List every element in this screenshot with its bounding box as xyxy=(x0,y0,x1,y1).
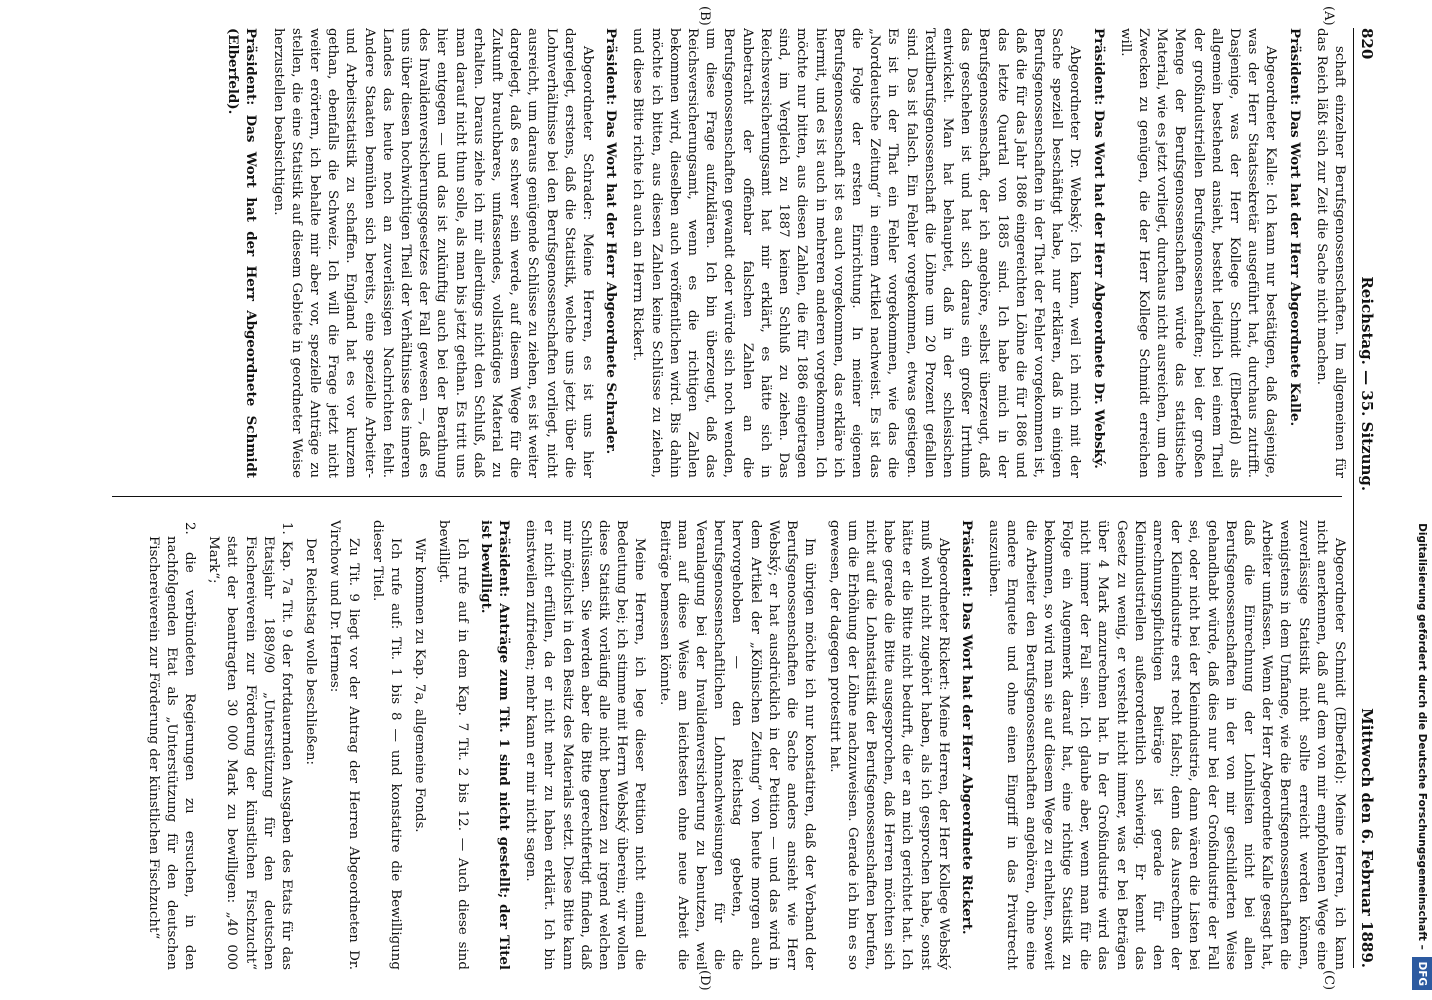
paragraph: Ich rufe auf: Tit. 1 bis 8 — und konstatire die Bewilligung dieser Titel. xyxy=(369,520,404,970)
running-header xyxy=(1352,28,1376,968)
paragraph: Der Reichstag wolle beschließen: xyxy=(303,538,319,766)
speaker-line: Präsident: Das Wort hat der Herr Abgeordnete Dr. Webský. xyxy=(1090,28,1107,469)
speaker-line: Präsident: Das Wort hat der Herr Abgeordnete Kalle. xyxy=(1286,28,1303,427)
paragraph: Zu Tit. 9 liegt vor der Antrag der Herren Abgeordneten Dr. Virchow und Dr. Hermes: xyxy=(327,520,361,970)
paragraph: Abgeordneter Schrader: Meine Herren, es ist uns hier dargelegt, erstens, daß die Statistik, welche uns jetzt über die Lohnverhältnisse bei den Berufsgenossenschaften vorliegt, nicht ausreicht, um daraus genügende Schlüsse zu ziehen, es ist weiter dargelegt, daß es schwer sein werde, auf diesem Wege für die Zukunft brauchbares, umfassendes, vollständiges Material zu erhalten. Daraus ziehe ich mir allerdings nicht den Schluß, daß man darauf nicht thun solle, als man bis jetzt gethan. Es tritt uns hier entgegen — und das ist zukünftig auch bei der Berathung des Invalidenversicherungsgesetzes der Fall gewesen —, daß es uns über diesen hochwichtigen Theil der Verhältnisse des inneren Landes das heute noch an zuverlässigen Nachrichten fehlt. Andere Staaten bemühen sich bereits, eine spezielle Arbeiter- und Arbeitsstatistik zu schaffen. England hat es vor kurzem gethan, ebenfalls die Schweiz. Ich will die Frage jetzt nicht weiter erörtern, ich behalte mir aber vor, spezielle Anträge zu stellen, die eine Statistik auf diesem Gebiete in geordneter Weise herzustellen beabsichtigen. xyxy=(270,28,596,478)
paragraph: 1. Kap. 7a Tit. 9 der fortdauernden Ausgaben des Etats für das Etatsjahr 1889/90 „Unterstützung für den deutschen Fischereiverein zur Förderung der künstlichen Fischzucht“ statt der beantragten 30 000 Mark zu bewilligen: „40 000 Mark“; xyxy=(206,522,295,970)
page-number: 820 xyxy=(1358,28,1376,60)
margin-letter-a: (A) xyxy=(1321,6,1336,26)
header-rule xyxy=(1353,28,1354,968)
paragraph: Wir kommen zu Kap. 7a, allgemeine Fonds. xyxy=(412,538,428,833)
paragraph: Im übrigen möchte ich nur konstatiren, daß der Verband der Berufsgenossenschaften die Sache anders ansieht wie Herr Webský; er hat ausdrücklich in der Petition — und das wird in dem Artikel der „Kölnischen Zeitung“ von heute morgen auch hervorgehoben — den Reichstag gebeten, die berufsgenossenschaftlichen Lohnnachweisungen für die Veranlagung bei der Invalidenversicherung zu benutzen, weil man auf diese Weise am leichtesten ohne neue Arbeit die Beiträge bemessen könnte. xyxy=(656,520,818,970)
speaker-line: Präsident: Das Wort hat der Herr Abgeordnete Schmidt (Elberfeld). xyxy=(225,28,260,478)
paragraph: Meine Herren, ich lege dieser Petition nicht einmal die Bedeutung bei; ich stimme mit Herrn Webský überein; wir wollen diese Statistik vorläufig alle nicht benutzen zu irgend welchen Schlüssen. Sie werden aber die Bitte gerechtfertigt finden, daß mir möglichst in den Besitz des Materials setzt. Diese Bitte kann er nicht erfüllen, da er nicht mehr zu haben erklärt. Ich bin einstweilen zufrieden; mehr kann er mir nicht sagen. xyxy=(523,520,648,970)
margin-letter-b: (B) xyxy=(697,6,712,26)
header-title: Reichstag. — 35. Sitzung. xyxy=(1358,276,1376,492)
paragraph: Abgeordneter Schmidt (Elberfeld): Meine Herren, ich kann nicht anerkennen, daß auf dem von mir empfohlenen Wege eine zuverlässige Statistik nicht sollte erreicht werden können, wenigstens in dem Umfange, wie die Berufsgenossenschaften die Arbeiter umfassen. Wenn der Herr Abgeordnete Kalle gesagt hat, daß die Einrechnung der Lohnlisten nicht bei allen Berufsgenossenschaften in der von mir geschilderten Weise gehandhabt würde, daß dies nur bei der Großindustrie der Fall sei, oder nicht bei der Kleinindustrie, dann wären die Listen bei der Kleinindustrie erst recht falsch; denn das Ausrechnen der anrechnungspflichtigen Beiträge ist gerade für den Kleinindustriellen außerordentlich schwierig. Er kennt das Gesetz zu wenig, er versteht nicht immer, was er bei Beträgen über 4 Mark anzurechnen hat. In der Großindustrie wird das nicht immer der Fall sein. Ich glaube aber, wenn man für die Folge ein Augenmerk darauf hat, eine richtige Statistik zu bekommen, so wird man sie auf diesem Wege zu erhalten, soweit die Arbeiter den Berufsgenossenschaften angehören, ohne eine andere Enquete und ohne einen Eingriff in das Privatrecht auszuüben. xyxy=(986,520,1347,970)
column-rule xyxy=(112,496,1342,497)
right-text-column xyxy=(108,520,1348,970)
speaker-line: Präsident: Anträge zum Tit. 1 sind nicht gestellt; der Titel ist bewilligt. xyxy=(477,520,513,970)
dfg-logo: DFG xyxy=(1412,957,1432,990)
digitization-footer xyxy=(1412,12,1432,990)
margin-letter-c: (C) xyxy=(1321,970,1336,991)
paragraph: Abgeordneter Dr. Webský: Ich kann, weil ich mich mit der Sache speziell beschäftigt habe, nur erklären, daß in einigen Berufsgenossenschaften in der That der Fehler vorgekommen ist, daß die für das Jahr 1886 eingereichten Löhne die für 1886 und das letzte Quartal von 1885 sind. Ich habe mich in der Berufsgenossenschaft, der ich angehöre, selbst überzeugt, daß das geschehen ist und hat sich daraus ein großer Irrthum entwickelt. Man hat behauptet, daß in der schlesischen Textilberufsgenossenschaft die Löhne um 20 Prozent gefallen sind. Das ist falsch. Ein Fehler vorgekommen, etwas gestiegen. Es ist in der That ein Fehler vorgekommen, wie das die „Norddeutsche Zeitung“ in einem Artikel nachweist. Es ist das die Folge der ersten Einrichtung. In meiner eigenen Berufsgenossenschaft ist es auch vorgekommen, das erkläre ich hiermit, und es ist auch in mehreren anderen vorgekommen. Ich möchte nur bitten, aus diesen Zahlen, die für 1886 eingetragen sind, im Vergleich zu 1887 keinen Schluß zu ziehen. Das Reichsversicherungsamt hat mir erklärt, es hätte sich in Anbetracht der offenbar falschen Zahlen an die Berufsgenossenschaften gewandt oder würde sich noch wenden, um diese Frage aufzuklären. Ich bin überzeugt, daß das Reichsversicherungsamt, wenn es die richtigen Zahlen bekommen wird, dieselben auch veröffentlichen wird. Bis dahin möchte ich bitten, aus diesen Zahlen keine Schlüsse zu ziehen, und diese Bitte richte ich auch an Herrn Rickert. xyxy=(630,28,1083,478)
paragraph: Abgeordneter Kalle: Ich kann nur bestätigen, daß dasjenige, was der Herr Staatssekretär ausgeführt hat, durchaus zutrifft. Dasjenige, was der Herr Kollege Schmidt (Elberfeld) als allgemein bestehend ansieht, besteht lediglich bei einem Theil der großindustriellen Berufsgenossenschaften; bei der großen Menge der Berufsgenossenschaften würde das statistische Material, wie es jetzt vorliegt, durchaus nicht ausreichen, um den Zwecken zu genügen, die der Herr Kollege Schmidt erreichen will. xyxy=(1117,28,1279,478)
left-text-column xyxy=(108,28,1348,478)
paragraph: schaft einzelner Berufsgenossenschaften. Im allgemeinen für das Reich läßt sich zur Zeit die Sache nicht machen. xyxy=(1313,28,1347,478)
speaker-line: Präsident: Das Wort hat der Herr Abgeordnete Rickert. xyxy=(958,520,975,935)
paragraph: 2. die verbündeten Regierungen zu ersuchen, in den nachfolgenden Etat als „Unterstützung für den deutschen Fischereiverein zur Förderung der künstlichen Fischzucht“ xyxy=(145,522,198,970)
footer-text: Digitalisierung gefördert durch die Deutsche Forschungsgemeinschaft – xyxy=(1416,523,1428,950)
speaker-line: Präsident: Das Wort hat der Herr Abgeordnete Schrader. xyxy=(603,28,620,455)
margin-letter-d: (D) xyxy=(697,970,712,991)
header-date: Mittwoch den 6. Februar 1889. xyxy=(1358,708,1376,968)
paragraph: Abgeordneter Rickert: Meine Herren, der Herr Kollege Webský muß wohl nicht zugehört haben, als ich gesprochen habe, sonst hätte er die Bitte nicht bedurft, die er an mich gerichtet hat. Ich habe gerade die Bitte ausgesprochen, daß Herren möchten sich nicht auf die Lohnstatistik der Berufsgenossenschaften berufen, um die Erhöhung der Löhne nachzuweisen. Gerade ich bin es so gewesen, der dagegen protestirt hat. xyxy=(826,520,951,970)
paragraph: Ich rufe auf in dem Kap. 7 Tit. 2 bis 12. — Auch diese sind bewilligt. xyxy=(436,520,470,970)
